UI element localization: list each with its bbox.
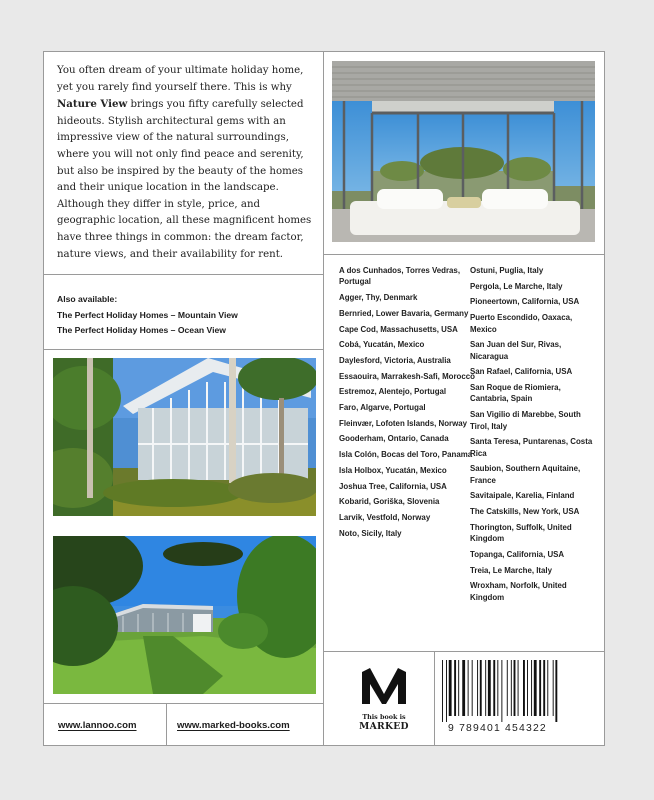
center-divider-upper xyxy=(323,52,324,349)
series-name: Nature View xyxy=(57,98,128,111)
logo-tagline: This book is xyxy=(362,713,406,721)
also-available-heading: Also available: xyxy=(57,294,118,304)
marked-logo xyxy=(344,666,424,732)
list-item: Ostuni, Puglia, Italy xyxy=(470,266,544,275)
list-item: Saubion, Southern Aquitaine, France xyxy=(470,464,581,485)
divider-urls xyxy=(166,703,167,745)
list-item: Joshua Tree, California, USA xyxy=(339,481,447,491)
website-marked[interactable]: www.marked-books.com xyxy=(177,720,290,731)
list-item: A dos Cunhados, Torres Vedras, Portugal xyxy=(339,266,461,287)
photo-glass-house xyxy=(53,358,316,516)
divider-intro-bottom xyxy=(44,274,324,275)
list-item: Gooderham, Ontario, Canada xyxy=(339,434,449,444)
divider-logo xyxy=(434,651,435,745)
list-item: The Catskills, New York, USA xyxy=(470,507,580,517)
list-item: Noto, Sicily, Italy xyxy=(339,528,402,538)
list-item: Fleinvær, Lofoten Islands, Norway xyxy=(339,418,468,428)
list-item: Santa Teresa, Puntarenas, Costa Rica xyxy=(470,437,593,458)
list-item: Cape Cod, Massachusetts, USA xyxy=(339,324,458,334)
list-item: San Rafael, California, USA xyxy=(470,367,573,377)
photo-bedroom xyxy=(332,61,595,242)
also-available xyxy=(57,292,322,339)
list-item: Pioneertown, California, USA xyxy=(470,297,580,307)
list-item: Wroxham, Norfolk, United Kingdom xyxy=(470,581,567,602)
list-item: Topanga, California, USA xyxy=(470,549,565,559)
list-item: Cobá, Yucatán, Mexico xyxy=(339,340,425,350)
also-title-mountain: The Perfect Holiday Homes – Mountain View xyxy=(57,309,238,320)
back-cover xyxy=(43,51,605,746)
also-title-ocean: The Perfect Holiday Homes – Ocean View xyxy=(57,325,226,335)
list-item: San Juan del Sur, Rivas, Nicaragua xyxy=(470,340,562,361)
list-item: Daylesford, Victoria, Australia xyxy=(339,355,451,365)
divider-photo-top xyxy=(324,254,604,255)
photo-barn-house xyxy=(53,536,316,694)
list-item: Thorington, Suffolk, United Kingdom xyxy=(470,522,572,544)
list-item: San Roque de Riomiera, Cantabria, Spain xyxy=(470,383,561,404)
isbn-barcode xyxy=(440,660,590,730)
list-item: Essaouira, Marrakesh-Safi, Morocco xyxy=(339,371,475,381)
list-item: Bernried, Lower Bavaria, Germany xyxy=(339,308,469,318)
list-item: Isla Colón, Bocas del Toro, Panama xyxy=(339,450,473,460)
list-item: Treia, Le Marche, Italy xyxy=(470,565,553,575)
center-divider-lower xyxy=(323,349,324,745)
list-item: Faro, Algarve, Portugal xyxy=(339,403,426,413)
list-item: Savitaipale, Karelia, Finland xyxy=(470,491,575,501)
divider-also-bottom xyxy=(44,349,324,350)
location-list-right xyxy=(470,265,596,608)
list-item: Puerto Escondido, Oaxaca, Mexico xyxy=(470,313,573,334)
list-item: Estremoz, Alentejo, Portugal xyxy=(339,387,447,397)
list-item: Agger, Thy, Denmark xyxy=(339,293,418,303)
intro-paragraph: You often dream of your ultimate holiday home, yet you rarely find yourself there. This is why Nature View brings you fifty carefully selected hideouts. Stylish architectural gems with an impressive view of the natural surroundings, where you will not only find peace and serenity, but also be inspired by the beauty of the homes and their unique location in the landscape. Although they differ in style, price, and geographic location, all these magnificent homes have three things in common: the dream factor, nature views, and their availability for rent. xyxy=(57,65,312,260)
location-list-left xyxy=(339,265,479,543)
list-item: Isla Holbox, Yucatán, Mexico xyxy=(339,465,447,475)
logo-wordmark: MARKED xyxy=(359,721,409,732)
list-item: San Vigilio di Marebbe, South Tirol, Italy xyxy=(470,410,581,431)
list-item: Kobarid, Goriška, Slovenia xyxy=(339,497,440,507)
divider-list-bottom xyxy=(324,651,604,652)
publisher-logo-mark xyxy=(358,666,410,706)
list-item: Larvik, Vestfold, Norway xyxy=(339,512,431,522)
isbn-number: 9 789401 454322 xyxy=(448,723,547,734)
divider-urls-top xyxy=(44,703,324,704)
website-lannoo[interactable]: www.lannoo.com xyxy=(58,720,137,731)
list-item: Pergola, Le Marche, Italy xyxy=(470,281,563,291)
